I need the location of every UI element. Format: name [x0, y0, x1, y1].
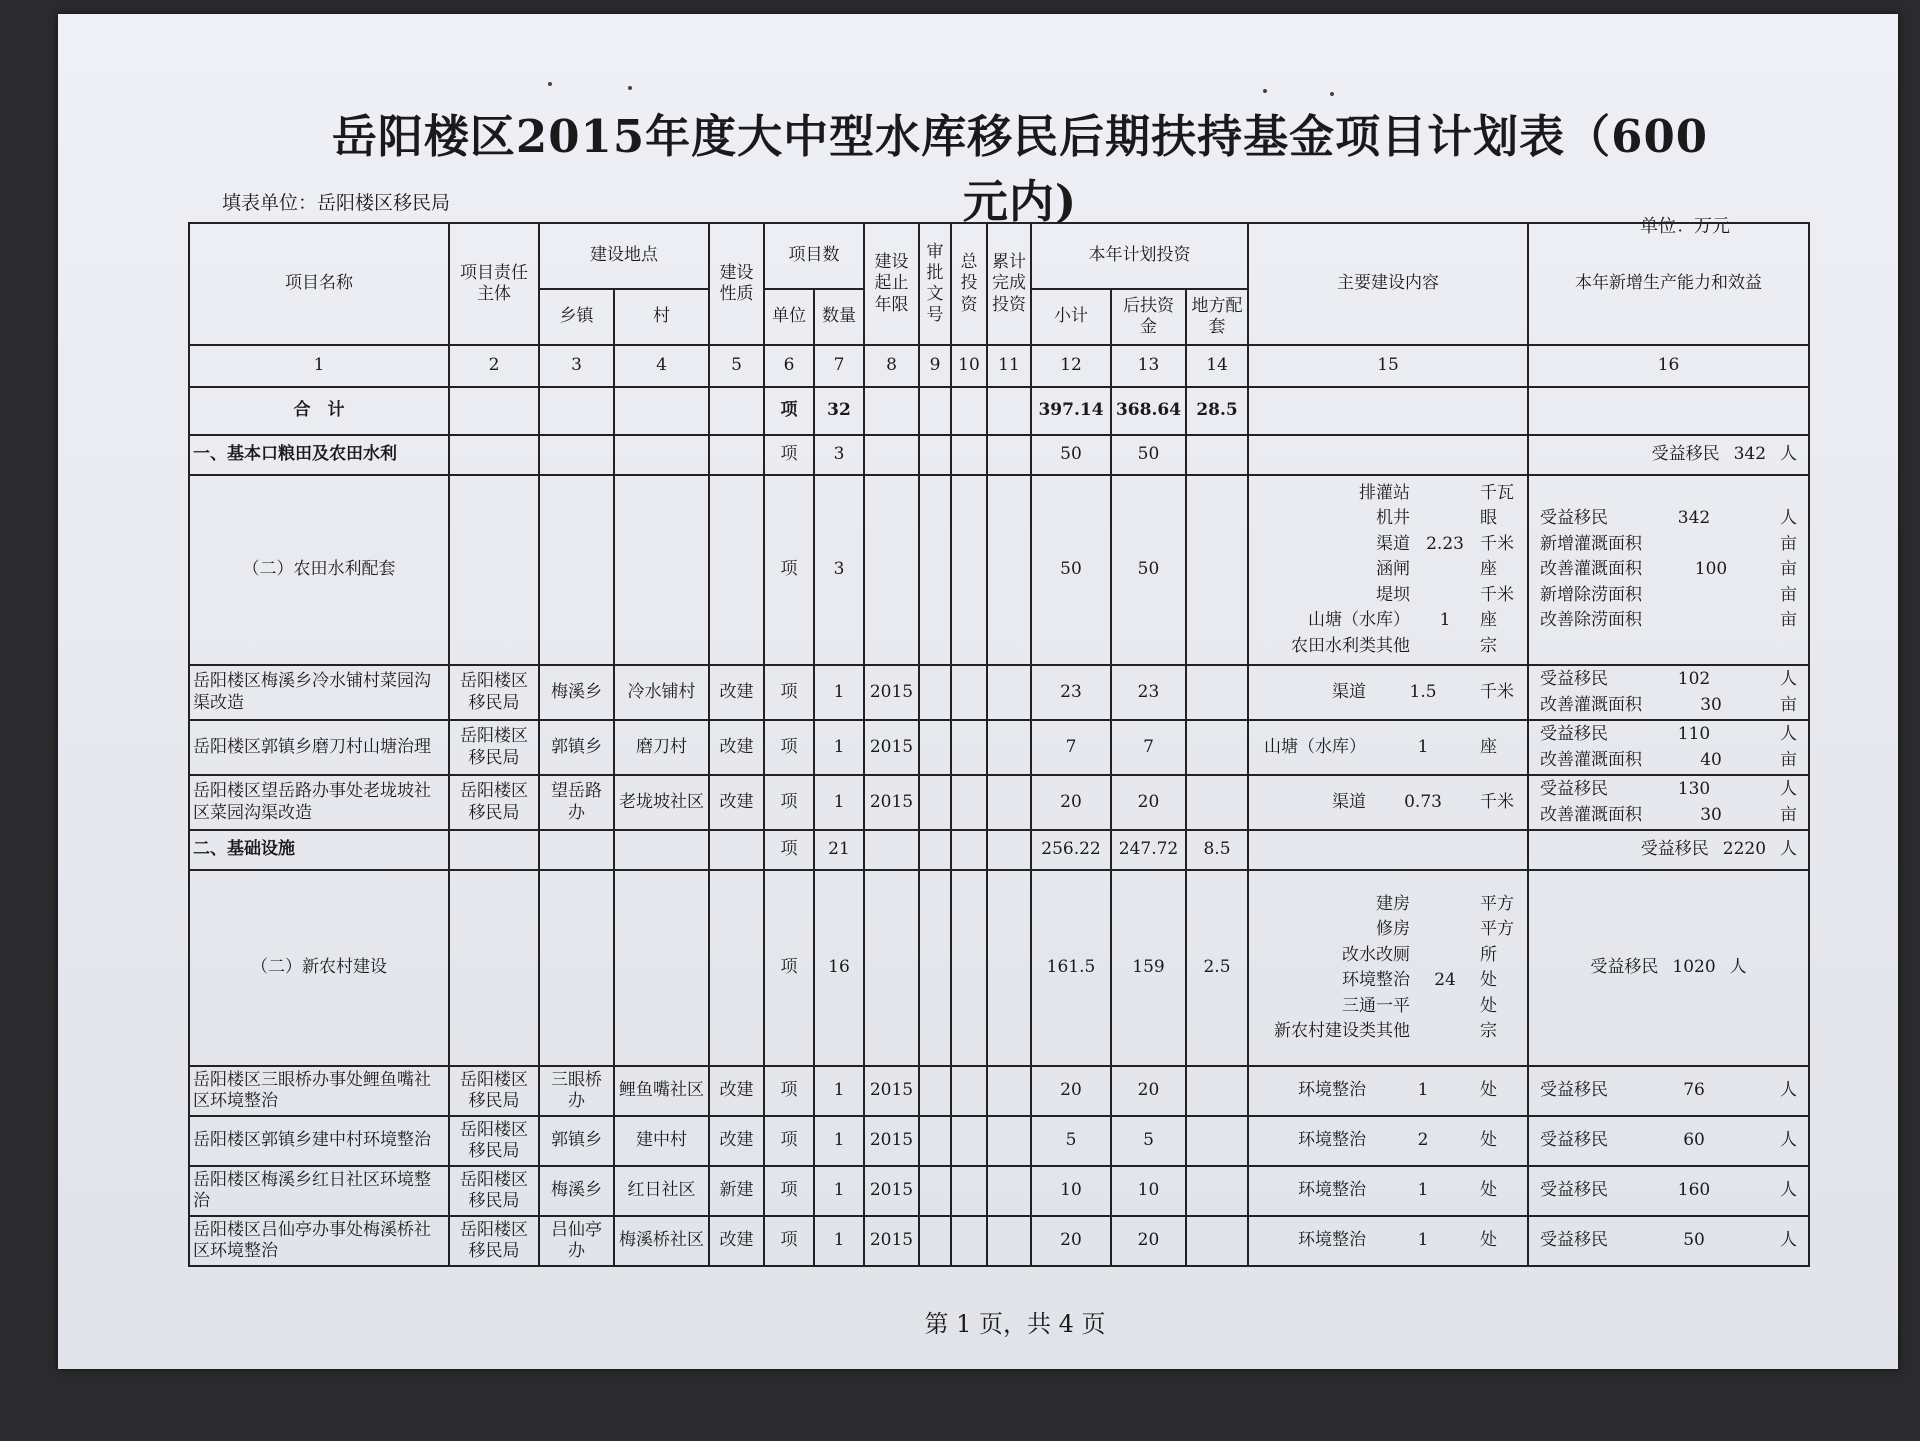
subsection-content: 排灌站 千瓦 机井 眼 渠道 2.23 千米 涵闸 座 堤坝 千米 山塘（水库） 1 座 农田水利类其他 宗 [1248, 475, 1528, 665]
row-project-name: 岳阳楼区吕仙亭办事处梅溪桥社区环境整治 [189, 1216, 449, 1266]
row-period: 2015 [864, 1116, 919, 1166]
table-row [189, 1216, 1809, 1266]
row-unit: 项 [764, 1066, 814, 1116]
header-content: 主要建设内容 [1248, 223, 1528, 345]
row-fund: 23 [1111, 665, 1186, 720]
col-num: 9 [919, 345, 951, 387]
col-num: 4 [614, 345, 709, 387]
row-period: 2015 [864, 1166, 919, 1216]
row-qty: 1 [814, 720, 864, 775]
row-qty: 1 [814, 1166, 864, 1216]
row-unit: 项 [764, 1216, 814, 1266]
header-local: 地方配套 [1186, 289, 1248, 345]
subsection-subtotal: 50 [1031, 475, 1111, 665]
row-owner: 岳阳楼区移民局 [449, 1116, 539, 1166]
row-unit: 项 [764, 720, 814, 775]
staple-hole [1330, 92, 1334, 96]
page-footer: 第 1 页，共 4 页 [924, 1310, 1106, 1338]
row-fund: 20 [1111, 1216, 1186, 1266]
col-num: 2 [449, 345, 539, 387]
row-period: 2015 [864, 1216, 919, 1266]
total-local: 28.5 [1186, 387, 1248, 435]
plan-table [188, 222, 1810, 1267]
row-town: 望岳路办 [539, 775, 614, 830]
header-total-invest: 总投资 [951, 223, 987, 345]
row-nature: 改建 [709, 665, 764, 720]
subsection-fund: 50 [1111, 475, 1186, 665]
total-unit: 项 [764, 387, 814, 435]
row-town: 三眼桥办 [539, 1066, 614, 1116]
header-fund: 后扶资金 [1111, 289, 1186, 345]
row-content: 环境整治 1 处 [1248, 1216, 1528, 1266]
row-fund: 7 [1111, 720, 1186, 775]
table-row [189, 1116, 1809, 1166]
row-content: 环境整治 1 处 [1248, 1066, 1528, 1116]
subsection-row [189, 870, 1809, 1066]
header-plan-invest: 本年计划投资 [1031, 223, 1248, 289]
row-period: 2015 [864, 775, 919, 830]
total-row [189, 387, 1809, 435]
header-cum-invest: 累计完成投资 [987, 223, 1031, 345]
row-village: 老垅坡社区 [614, 775, 709, 830]
row-village: 梅溪桥社区 [614, 1216, 709, 1266]
row-nature: 改建 [709, 775, 764, 830]
row-town: 梅溪乡 [539, 665, 614, 720]
col-num: 8 [864, 345, 919, 387]
col-num: 12 [1031, 345, 1111, 387]
subsection-content: 建房 平方 修房 平方 改水改厕 所 环境整治 24 处 三通一平 处 新农村建设类其他 宗 [1248, 870, 1528, 1066]
header-count: 项目数 [764, 223, 864, 289]
row-subtotal: 10 [1031, 1166, 1111, 1216]
section-local: 8.5 [1186, 830, 1248, 870]
row-nature: 改建 [709, 1216, 764, 1266]
row-content: 渠道 0.73 千米 [1248, 775, 1528, 830]
section-row [189, 435, 1809, 475]
col-num: 10 [951, 345, 987, 387]
row-period: 2015 [864, 720, 919, 775]
section-unit: 项 [764, 435, 814, 475]
row-fund: 20 [1111, 775, 1186, 830]
subsection-label: （二）新农村建设 [189, 870, 449, 1066]
header-benefit: 本年新增生产能力和效益 [1528, 223, 1809, 345]
col-num: 1 [189, 345, 449, 387]
row-unit: 项 [764, 1166, 814, 1216]
table-row [189, 1166, 1809, 1216]
section-fund: 247.72 [1111, 830, 1186, 870]
header-count-unit: 单位 [764, 289, 814, 345]
row-content: 渠道 1.5 千米 [1248, 665, 1528, 720]
row-village: 冷水铺村 [614, 665, 709, 720]
subsection-local: 2.5 [1186, 870, 1248, 1066]
total-fund: 368.64 [1111, 387, 1186, 435]
row-unit: 项 [764, 775, 814, 830]
subsection-qty: 16 [814, 870, 864, 1066]
row-content: 环境整治 1 处 [1248, 1166, 1528, 1216]
header-approval: 审批文号 [919, 223, 951, 345]
row-unit: 项 [764, 665, 814, 720]
row-owner: 岳阳楼区移民局 [449, 1066, 539, 1116]
row-village: 红日社区 [614, 1166, 709, 1216]
subsection-unit: 项 [764, 475, 814, 665]
row-nature: 新建 [709, 1166, 764, 1216]
row-benefit: 受益移民 102 人 改善灌溉面积 30 亩 [1528, 665, 1809, 720]
total-qty: 32 [814, 387, 864, 435]
row-owner: 岳阳楼区移民局 [449, 1166, 539, 1216]
col-num: 11 [987, 345, 1031, 387]
row-benefit: 受益移民 110 人 改善灌溉面积 40 亩 [1528, 720, 1809, 775]
col-num: 5 [709, 345, 764, 387]
row-unit: 项 [764, 1116, 814, 1166]
row-subtotal: 20 [1031, 1216, 1111, 1266]
section-subtotal: 256.22 [1031, 830, 1111, 870]
col-num: 13 [1111, 345, 1186, 387]
plan-table-wrapper [188, 222, 1808, 1267]
subsection-fund: 159 [1111, 870, 1186, 1066]
table-row [189, 665, 1809, 720]
section-label: 一、基本口粮田及农田水利 [189, 435, 449, 475]
row-project-name: 岳阳楼区郭镇乡磨刀村山塘治理 [189, 720, 449, 775]
table-row [189, 775, 1809, 830]
row-project-name: 岳阳楼区望岳路办事处老垅坡社区菜园沟渠改造 [189, 775, 449, 830]
section-subtotal: 50 [1031, 435, 1111, 475]
header-town: 乡镇 [539, 289, 614, 345]
row-qty: 1 [814, 665, 864, 720]
row-qty: 1 [814, 1216, 864, 1266]
row-town: 郭镇乡 [539, 1116, 614, 1166]
row-village: 建中村 [614, 1116, 709, 1166]
row-village: 鲤鱼嘴社区 [614, 1066, 709, 1116]
row-period: 2015 [864, 1066, 919, 1116]
staple-hole [548, 82, 552, 86]
row-qty: 1 [814, 1066, 864, 1116]
row-nature: 改建 [709, 720, 764, 775]
row-nature: 改建 [709, 1116, 764, 1166]
row-fund: 20 [1111, 1066, 1186, 1116]
header-responsible: 项目责任主体 [449, 223, 539, 345]
row-qty: 1 [814, 1116, 864, 1166]
row-nature: 改建 [709, 1066, 764, 1116]
subsection-label: （二）农田水利配套 [189, 475, 449, 665]
header-project-name: 项目名称 [189, 223, 449, 345]
total-label: 合 计 [189, 387, 449, 435]
col-num: 15 [1248, 345, 1528, 387]
row-benefit: 受益移民 60 人 [1528, 1116, 1809, 1166]
row-village: 磨刀村 [614, 720, 709, 775]
col-num: 16 [1528, 345, 1809, 387]
row-project-name: 岳阳楼区郭镇乡建中村环境整治 [189, 1116, 449, 1166]
row-benefit: 受益移民 160 人 [1528, 1166, 1809, 1216]
staple-hole [1263, 89, 1267, 93]
header-period: 建设起止年限 [864, 223, 919, 345]
subsection-row [189, 475, 1809, 665]
section-row [189, 830, 1809, 870]
subsection-benefit: 受益移民 342 人 新增灌溉面积 亩 改善灌溉面积 100 亩 新增除涝面积 亩 改善除涝面积 亩 [1528, 475, 1809, 665]
row-content: 环境整治 2 处 [1248, 1116, 1528, 1166]
row-subtotal: 23 [1031, 665, 1111, 720]
row-period: 2015 [864, 665, 919, 720]
row-town: 吕仙亭办 [539, 1216, 614, 1266]
header-village: 村 [614, 289, 709, 345]
row-benefit: 受益移民 130 人 改善灌溉面积 30 亩 [1528, 775, 1809, 830]
row-subtotal: 5 [1031, 1116, 1111, 1166]
col-num: 14 [1186, 345, 1248, 387]
section-qty: 3 [814, 435, 864, 475]
row-owner: 岳阳楼区移民局 [449, 775, 539, 830]
column-number-row [189, 345, 1809, 387]
row-fund: 5 [1111, 1116, 1186, 1166]
amount-unit: 单位：万元 [1640, 216, 1730, 237]
header-location: 建设地点 [539, 223, 709, 289]
row-benefit: 受益移民 50 人 [1528, 1216, 1809, 1266]
fill-unit: 填表单位：岳阳楼区移民局 [222, 192, 451, 214]
subsection-subtotal: 161.5 [1031, 870, 1111, 1066]
section-benefit: 受益移民 342 人 [1528, 435, 1809, 475]
row-town: 郭镇乡 [539, 720, 614, 775]
row-project-name: 岳阳楼区梅溪乡红日社区环境整治 [189, 1166, 449, 1216]
subsection-benefit: 受益移民 1020 人 [1528, 870, 1809, 1066]
row-subtotal: 20 [1031, 775, 1111, 830]
col-num: 7 [814, 345, 864, 387]
row-benefit: 受益移民 76 人 [1528, 1066, 1809, 1116]
row-subtotal: 20 [1031, 1066, 1111, 1116]
section-fund: 50 [1111, 435, 1186, 475]
subsection-qty: 3 [814, 475, 864, 665]
header-subtotal: 小计 [1031, 289, 1111, 345]
document-title: 岳阳楼区2015年度大中型水库移民后期扶持基金项目计划表（600元内) [331, 110, 1709, 228]
section-qty: 21 [814, 830, 864, 870]
row-content: 山塘（水库） 1 座 [1248, 720, 1528, 775]
staple-hole [628, 86, 632, 90]
col-num: 3 [539, 345, 614, 387]
section-unit: 项 [764, 830, 814, 870]
row-qty: 1 [814, 775, 864, 830]
row-project-name: 岳阳楼区三眼桥办事处鲤鱼嘴社区环境整治 [189, 1066, 449, 1116]
header-count-qty: 数量 [814, 289, 864, 345]
row-owner: 岳阳楼区移民局 [449, 665, 539, 720]
table-row [189, 1066, 1809, 1116]
row-project-name: 岳阳楼区梅溪乡冷水铺村菜园沟渠改造 [189, 665, 449, 720]
total-subtotal: 397.14 [1031, 387, 1111, 435]
row-subtotal: 7 [1031, 720, 1111, 775]
header-nature: 建设性质 [709, 223, 764, 345]
row-owner: 岳阳楼区移民局 [449, 1216, 539, 1266]
section-benefit: 受益移民 2220 人 [1528, 830, 1809, 870]
section-label: 二、基础设施 [189, 830, 449, 870]
row-owner: 岳阳楼区移民局 [449, 720, 539, 775]
row-fund: 10 [1111, 1166, 1186, 1216]
table-row [189, 720, 1809, 775]
col-num: 6 [764, 345, 814, 387]
subsection-unit: 项 [764, 870, 814, 1066]
row-town: 梅溪乡 [539, 1166, 614, 1216]
